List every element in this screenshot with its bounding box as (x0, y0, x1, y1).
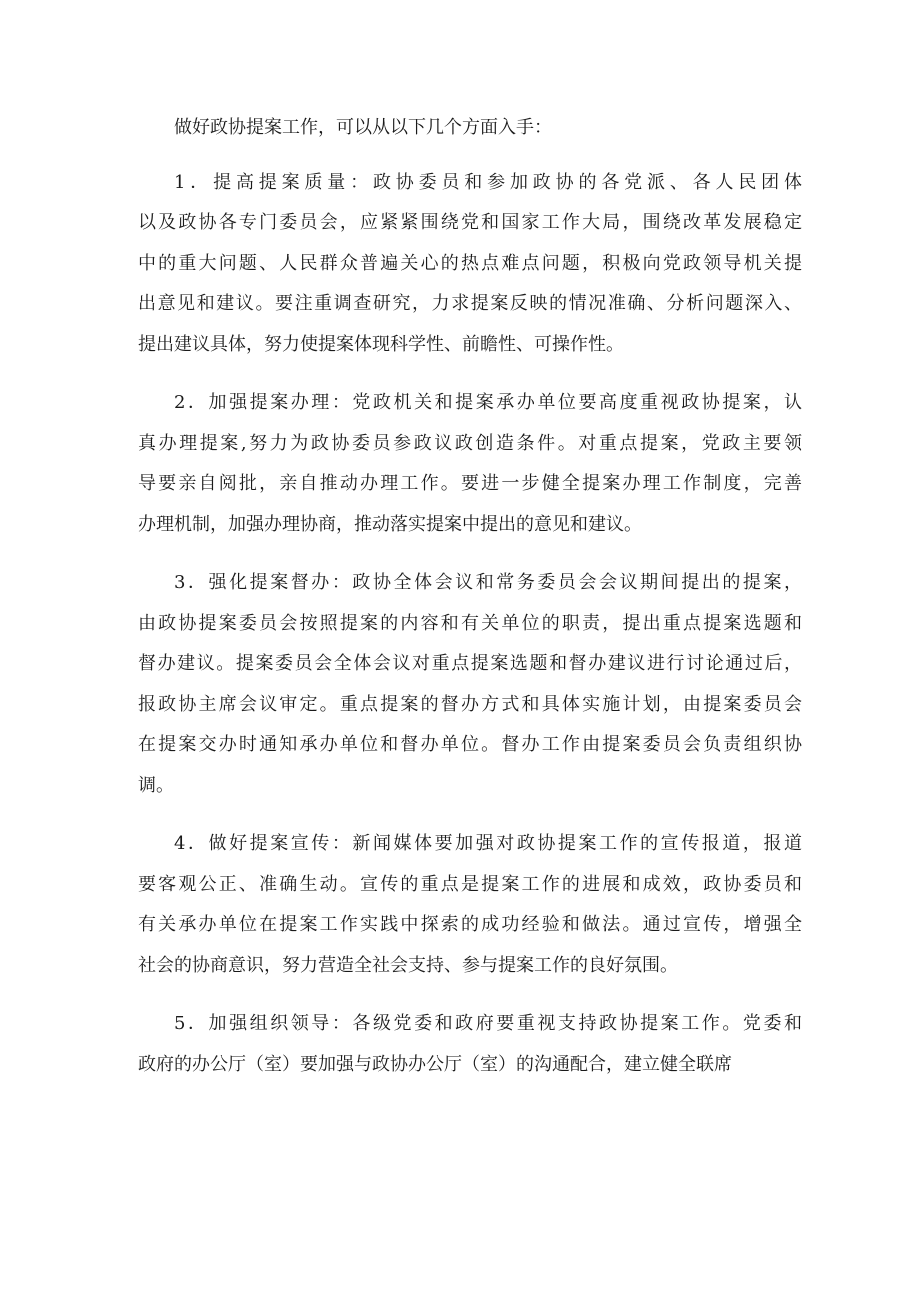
text-line: 社会的协商意识，努力营造全社会支持、参与提案工作的良好氛围。 (138, 954, 678, 976)
text-line: 在提案交办时通知承办单位和督办单位。督办工作由提案委员会负责组织协 (138, 734, 802, 755)
text-line: 3．强化提案督办：政协全体会议和常务委员会会议期间提出的提案， (174, 572, 802, 593)
text-line: 4．做好提案宣传：新闻媒体要加强对政协提案工作的宣传报道，报道 (174, 833, 802, 854)
text-line: 真办理提案,努力为政协委员参政议政创造条件。对重点提案，党政主要领 (138, 432, 802, 454)
text-line: 由政协提案委员会按照提案的内容和有关单位的职责，提出重点提案选题和 (138, 612, 802, 634)
text-line: 中的重大问题、人民群众普遍关心的热点难点问题，积极向党政领导机关提 (138, 252, 802, 274)
text-line: 督办建议。提案委员会全体会议对重点提案选题和督办建议进行讨论通过后， (138, 653, 802, 674)
text-line: 有关承办单位在提案工作实践中探索的成功经验和做法。通过宣传，增强全 (138, 914, 802, 935)
text-line: 办理机制，加强办理协商，推动落实提案中提出的意见和建议。 (138, 513, 642, 535)
text-line: 导要亲自阅批，亲自推动办理工作。要进一步健全提案办理工作制度，完善 (138, 473, 802, 494)
text-line: 1．提高提案质量：政协委员和参加政协的各党派、各人民团体 (174, 171, 802, 193)
text-line: 以及政协各专门委员会，应紧紧围绕党和国家工作大局，围绕改革发展稳定 (138, 212, 802, 233)
text-line: 报政协主席会议审定。重点提案的督办方式和具体实施计划，由提案委员会 (138, 693, 802, 715)
text-line: 出意见和建议。要注重调查研究，力求提案反映的情况准确、分析问题深入、 (138, 293, 802, 314)
text-line: 调。 (138, 774, 174, 796)
text-line: 要客观公正、准确生动。宣传的重点是提案工作的进展和成效，政协委员和 (138, 873, 802, 895)
text-line: 2．加强提案办理：党政机关和提案承办单位要高度重视政协提案，认 (174, 392, 802, 413)
paragraph-point-1 (138, 163, 802, 366)
paragraph-point-5 (138, 1004, 802, 1085)
paragraph-point-3 (138, 563, 802, 806)
text-line: 5．加强组织领导：各级党委和政府要重视支持政协提案工作。党委和 (174, 1013, 802, 1034)
paragraph-intro (138, 108, 802, 149)
text-line: 做好政协提案工作，可以从以下几个方面入手： (174, 117, 552, 138)
text-line: 提出建议具体，努力使提案体现科学性、前瞻性、可操作性。 (138, 333, 624, 355)
text-line: 政府的办公厅（室）要加强与政协办公厅（室）的沟通配合，建立健全联席 (138, 1053, 732, 1075)
paragraph-point-2 (138, 383, 802, 545)
paragraph-point-4 (138, 824, 802, 986)
document-body (138, 108, 802, 1085)
